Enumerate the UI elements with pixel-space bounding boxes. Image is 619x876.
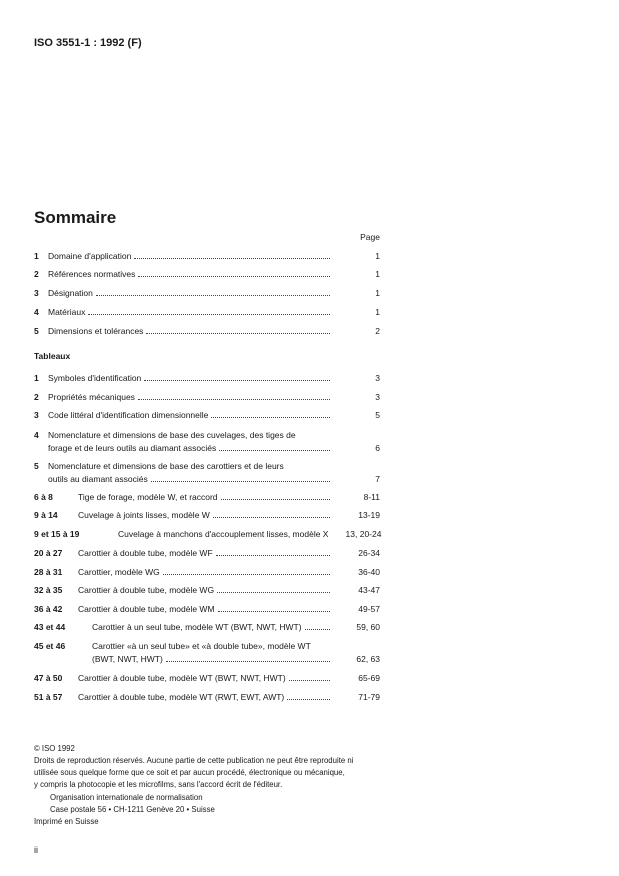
rights-line-2: utilisée sous quelque forme que ce soit et par aucun procédé, électronique ou mécanique, — [34, 768, 345, 777]
toc-entry-line — [48, 250, 380, 263]
toc-entry-line — [78, 603, 380, 616]
toc-entry-line — [48, 306, 380, 319]
toc-entry-number: 3 — [34, 410, 39, 420]
toc-entry-body — [92, 640, 380, 666]
toc-entry — [34, 250, 380, 263]
toc-entry — [34, 509, 380, 522]
toc-entry-body — [78, 691, 380, 704]
toc-entry-number: 45 et 46 — [34, 641, 66, 651]
toc-entry-text: Carottier à un seul tube, modèle WT (BWT, NWT, HWT) — [92, 622, 302, 632]
dot-leader — [138, 276, 330, 277]
toc-entry-page: 13, 20-24 — [345, 529, 382, 539]
toc-entry-page: 1 — [375, 269, 380, 279]
toc-entry-page: 59, 60 — [356, 622, 380, 632]
toc-entry-page: 1 — [375, 288, 380, 298]
toc-entry — [34, 287, 380, 300]
toc-entry — [34, 640, 380, 666]
toc-entry-number: 2 — [34, 269, 39, 279]
dot-leader — [211, 417, 330, 418]
dot-leader — [287, 699, 330, 700]
page-number: ii — [34, 845, 38, 855]
toc-entry — [34, 325, 380, 338]
toc-entry-number: 2 — [34, 392, 39, 402]
toc-entry-line — [48, 372, 380, 385]
toc-entry-text: (BWT, NWT, HWT) — [92, 654, 163, 664]
page-column-label: Page — [360, 232, 380, 242]
toc-entry-number: 28 à 31 — [34, 567, 63, 577]
toc-entry-number: 5 — [34, 326, 39, 336]
toc-entry-body — [48, 460, 380, 486]
toc-entry-body — [48, 372, 380, 385]
toc-entry-line — [48, 325, 380, 338]
toc-entry — [34, 460, 380, 486]
toc-entry — [34, 672, 380, 685]
toc-entry — [34, 691, 380, 704]
toc-entry-line — [118, 528, 381, 541]
toc-entry-body — [48, 268, 380, 281]
rights-line-1: Droits de reproduction réservés. Aucune partie de cette publication ne peut être reproduite ni — [34, 756, 354, 765]
toc-entry — [34, 584, 380, 597]
toc-entry-line — [92, 653, 380, 666]
toc-entry-body — [48, 250, 380, 263]
address: Case postale 56 • CH-1211 Genève 20 • Suisse — [50, 805, 215, 814]
dot-leader — [217, 592, 330, 593]
toc-entry-body — [48, 391, 380, 404]
dot-leader — [216, 555, 330, 556]
toc-entry-body — [48, 429, 380, 455]
toc-entry-line — [78, 691, 380, 704]
toc-entry — [34, 268, 380, 281]
toc-entry-text: Carottier à double tube, modèle WF — [78, 548, 213, 558]
toc-entry-text: Cuvelage à joints lisses, modèle W — [78, 510, 210, 520]
toc-entry-text: Carottier à double tube, modèle WT (RWT, EWT, AWT) — [78, 692, 285, 702]
toc-entry-text: Carottier à double tube, modèle WT (BWT, NWT, HWT) — [78, 673, 286, 683]
toc-entry-body — [48, 287, 380, 300]
toc-entry — [34, 621, 380, 634]
toc-entry-line — [78, 584, 380, 597]
dot-leader — [305, 629, 330, 630]
toc-entry-number: 1 — [34, 251, 39, 261]
toc-entry-number: 20 à 27 — [34, 548, 63, 558]
toc-entry — [34, 409, 380, 422]
toc-entry-line — [48, 268, 380, 281]
toc-entry-line — [48, 287, 380, 300]
toc-entry-line — [48, 391, 380, 404]
toc-entry-body — [78, 566, 380, 579]
toc-entry — [34, 566, 380, 579]
toc-entry-page: 49-57 — [358, 604, 380, 614]
toc-entry-line — [48, 473, 380, 486]
toc-entry-page: 7 — [375, 474, 380, 484]
toc-entry-page: 8-11 — [363, 492, 380, 502]
toc-entry-line — [78, 491, 380, 504]
toc-entry-page: 6 — [375, 443, 380, 453]
tables-heading: Tableaux — [34, 351, 71, 361]
document-header: ISO 3551-1 : 1992 (F) — [34, 37, 142, 49]
toc-entry-text: Code littéral d'identification dimensionnelle — [48, 410, 209, 420]
toc-entry-number: 9 et 15 à 19 — [34, 529, 80, 539]
toc-entry-page: 71-79 — [358, 692, 380, 702]
toc-entry-page: 5 — [375, 410, 380, 420]
toc-entry-body — [78, 603, 380, 616]
toc-entry-number: 4 — [34, 307, 39, 317]
toc-entry — [34, 372, 380, 385]
toc-entry-text: Symboles d'identification — [48, 373, 142, 383]
toc-entry-text: Références normatives — [48, 269, 136, 279]
dot-leader — [138, 399, 330, 400]
toc-entry-text: Propriétés mécaniques — [48, 392, 135, 402]
dot-leader — [144, 380, 330, 381]
toc-entry-number: 6 à 8 — [34, 492, 53, 502]
toc-entry-page: 13-19 — [358, 510, 380, 520]
toc-entry-body — [78, 672, 380, 685]
toc-entry-number: 4 — [34, 430, 39, 440]
toc-entry-page: 1 — [375, 251, 380, 261]
toc-entry-page: 1 — [375, 307, 380, 317]
toc-entry-body — [118, 528, 381, 541]
toc-entry-text: Nomenclature et dimensions de base des carottiers et de leurs — [48, 461, 284, 471]
toc-entry-text: Tige de forage, modèle W, et raccord — [78, 492, 218, 502]
printed-in: Imprimé en Suisse — [34, 817, 99, 826]
dot-leader — [134, 258, 330, 259]
toc-entry-body — [78, 584, 380, 597]
toc-entry-body — [48, 325, 380, 338]
toc-entry-number: 51 à 57 — [34, 692, 63, 702]
toc-entry-line — [48, 442, 380, 455]
toc-entry-body — [92, 621, 380, 634]
toc-entry-page: 65-69 — [358, 673, 380, 683]
dot-leader — [163, 574, 330, 575]
toc-entry-number: 5 — [34, 461, 39, 471]
toc-entry-text: Carottier «à un seul tube» et «à double tube», modèle WT — [92, 641, 311, 651]
toc-entry — [34, 391, 380, 404]
dot-leader — [151, 481, 330, 482]
toc-entry-number: 36 à 42 — [34, 604, 63, 614]
toc-entry — [34, 491, 380, 504]
toc-entry-text: Domaine d'application — [48, 251, 132, 261]
toc-entry-line — [48, 429, 380, 442]
toc-entry-number: 9 à 14 — [34, 510, 58, 520]
toc-entry-text: Carottier à double tube, modèle WG — [78, 585, 215, 595]
dot-leader — [221, 499, 330, 500]
toc-entry-number: 32 à 35 — [34, 585, 63, 595]
toc-entry — [34, 528, 380, 541]
toc-entry-page: 36-40 — [358, 567, 380, 577]
toc-entry-text: Désignation — [48, 288, 93, 298]
toc-entry-line — [78, 509, 380, 522]
toc-entry-page: 62, 63 — [356, 654, 380, 664]
toc-entry-page: 43-47 — [358, 585, 380, 595]
toc-entry-text: Carottier à double tube, modèle WM — [78, 604, 215, 614]
toc-entry-number: 47 à 50 — [34, 673, 63, 683]
dot-leader — [289, 680, 330, 681]
toc-entry-line — [78, 672, 380, 685]
toc-entry-text: Matériaux — [48, 307, 86, 317]
toc-entry-text: forage et de leurs outils au diamant associés — [48, 443, 217, 453]
copyright: © ISO 1992 — [34, 744, 75, 753]
rights-line-3: y compris la photocopie et les microfilms, sans l'accord écrit de l'éditeur. — [34, 780, 283, 789]
toc-entry-number: 1 — [34, 373, 39, 383]
toc-entry-line — [48, 409, 380, 422]
toc-entry-page: 2 — [375, 326, 380, 336]
organisation: Organisation internationale de normalisation — [50, 793, 203, 802]
toc-entry-number: 43 et 44 — [34, 622, 66, 632]
toc-entry-text: Carottier, modèle WG — [78, 567, 160, 577]
dot-leader — [88, 314, 330, 315]
toc-entry-text: outils au diamant associés — [48, 474, 148, 484]
toc-entry-body — [78, 509, 380, 522]
toc-entry-page: 26-34 — [358, 548, 380, 558]
toc-entry-body — [48, 409, 380, 422]
toc-entry — [34, 306, 380, 319]
toc-entry-text: Nomenclature et dimensions de base des cuvelages, des tiges de — [48, 430, 296, 440]
dot-leader — [166, 661, 330, 662]
toc-entry — [34, 429, 380, 455]
dot-leader — [219, 450, 330, 451]
toc-entry-line — [92, 640, 380, 653]
page-title: Sommaire — [34, 208, 117, 227]
toc-entry-line — [92, 621, 380, 634]
dot-leader — [146, 333, 330, 334]
toc-entry-line — [78, 566, 380, 579]
toc-entry-text: Cuvelage à manchons d'accouplement lisses, modèle X — [118, 529, 329, 539]
toc-entry-number: 3 — [34, 288, 39, 298]
toc-entry-line — [78, 547, 380, 560]
toc-entry-body — [78, 547, 380, 560]
toc-entry-page: 3 — [375, 392, 380, 402]
dot-leader — [213, 517, 330, 518]
toc-entry-page: 3 — [375, 373, 380, 383]
toc-entry — [34, 547, 380, 560]
toc-entry-body — [78, 491, 380, 504]
toc-entry-body — [48, 306, 380, 319]
toc-entry-line — [48, 460, 380, 473]
dot-leader — [218, 611, 330, 612]
toc-entry-text: Dimensions et tolérances — [48, 326, 144, 336]
toc-entry — [34, 603, 380, 616]
dot-leader — [96, 295, 330, 296]
